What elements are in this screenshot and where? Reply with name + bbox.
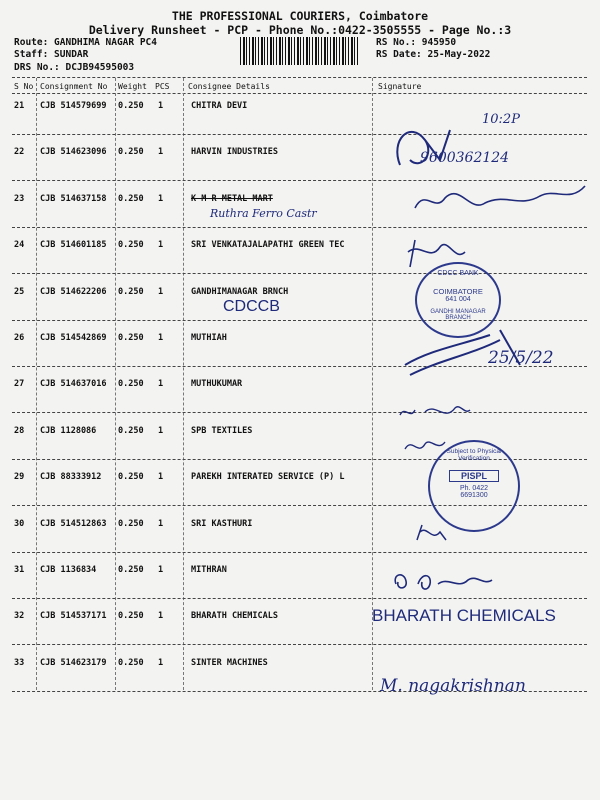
row-weight: 0.250 [118, 193, 144, 204]
row-sno: 26 [14, 333, 25, 343]
row-consignee: SRI VENKATAJALAPATHI GREEN TEC [191, 240, 345, 251]
row-divider [12, 412, 587, 413]
row-divider [12, 552, 587, 553]
row-consignment: CJB 514579699 [40, 101, 107, 111]
signature-scribble-27 [395, 400, 475, 425]
handwritten-note: Ruthra Ferro Castr [210, 207, 317, 220]
row-consignee: SPB TEXTILES [191, 425, 253, 436]
row-consignment: CJB 1136834 [40, 565, 97, 575]
row-sno: 29 [14, 472, 25, 483]
row-pcs: 1 [158, 611, 164, 622]
col-header-pcs: PCS [155, 82, 170, 91]
row-consignee: MITHRAN [191, 565, 227, 575]
row-consignee: CHITRA DEVI [191, 101, 248, 111]
row-pcs: 1 [158, 565, 164, 575]
handwritten-time: 10:2P [482, 112, 520, 127]
row-consignee: SINTER MACHINES [191, 657, 268, 668]
row-pcs: 1 [158, 425, 164, 436]
row-sno: 30 [14, 518, 25, 529]
drs-number: DRS No.: DCJB94595003 [14, 62, 135, 73]
signature-scribble-31 [388, 566, 498, 596]
row-weight: 0.250 [118, 286, 144, 297]
barcode [240, 37, 360, 65]
handwritten-bharath: BHARATH CHEMICALS [372, 606, 556, 625]
row-sno: 22 [14, 147, 25, 158]
row-sno: 21 [14, 101, 25, 111]
row-consignee: MUTHIAH [191, 333, 227, 343]
row-pcs: 1 [158, 379, 164, 390]
rs-number: RS No.: 945950 [376, 37, 457, 48]
row-consignee: HARVIN INDUSTRIES [191, 147, 278, 158]
row-weight: 0.250 [118, 611, 144, 622]
row-sno: 33 [14, 657, 25, 668]
row-weight: 0.250 [118, 472, 144, 483]
row-sno: 24 [14, 240, 25, 251]
row-pcs: 1 [158, 147, 164, 158]
row-consignment: CJB 514623179 [40, 657, 107, 668]
row-weight: 0.250 [118, 657, 144, 668]
row-consignee: MUTHUKUMAR [191, 379, 243, 390]
row-divider [12, 598, 587, 599]
pispl-stamp: Subject to Physical Verification PISPL Ph. 0422 6691300 [428, 440, 520, 532]
row-consignee: GANDHIMANAGAR BRNCH [191, 286, 289, 297]
header-rule-top [12, 77, 587, 78]
row-pcs: 1 [158, 240, 164, 251]
runsheet-subtitle: Delivery Runsheet - PCP - Phone No.:0422-3505555 - Page No.:3 [88, 23, 512, 37]
header-rule-bottom [12, 93, 587, 94]
col-header-consignment: Consignment No [40, 82, 108, 91]
row-pcs: 1 [158, 472, 164, 483]
handwritten-date: 25/5/22 [488, 348, 554, 368]
row-pcs: 1 [158, 657, 164, 668]
row-consignment: CJB 514637016 [40, 379, 107, 390]
row-consignment: CJB 88333912 [40, 472, 102, 483]
row-consignee: PAREKH INTERATED SERVICE (P) L [191, 472, 345, 483]
row-pcs: 1 [158, 193, 164, 204]
row-sno: 28 [14, 425, 25, 436]
row-weight: 0.250 [118, 333, 144, 343]
bank-stamp: CDCC BANK COIMBATORE 641 004 GANDHI MANAGAR BRANCH [415, 262, 501, 338]
row-pcs: 1 [158, 333, 164, 343]
signature-scribble-30 [412, 520, 452, 548]
row-divider [12, 227, 587, 228]
row-consignment: CJB 1128086 [40, 425, 97, 436]
handwritten-nagakrishnan: M. nagakrishnan [380, 676, 526, 696]
row-consignment: CJB 514537171 [40, 611, 107, 622]
company-title: THE PROFESSIONAL COURIERS, Coimbatore [171, 9, 429, 23]
row-pcs: 1 [158, 518, 164, 529]
signature-scribble-23 [410, 178, 590, 223]
col-header-consignee: Consignee Details [188, 82, 270, 91]
row-consignee: SRI KASTHURI [191, 518, 253, 529]
row-weight: 0.250 [118, 518, 144, 529]
row-consignment: CJB 514637158 [40, 193, 107, 204]
row-pcs: 1 [158, 101, 164, 111]
row-divider [12, 273, 587, 274]
col-header-signature: Signature [378, 82, 422, 91]
row-sno: 32 [14, 611, 25, 622]
col-header-sno: S No [14, 82, 34, 91]
handwritten-phone: 9600362124 [420, 150, 510, 166]
row-pcs: 1 [158, 286, 164, 297]
row-weight: 0.250 [118, 425, 144, 436]
staff-label: Staff: SUNDAR [14, 49, 89, 60]
row-sno: 27 [14, 379, 25, 390]
row-consignment: CJB 514622206 [40, 286, 107, 297]
route-label: Route: GANDHIMA NAGAR PC4 [14, 37, 157, 48]
rs-date: RS Date: 25-May-2022 [376, 49, 491, 60]
row-consignment: CJB 514601185 [40, 240, 107, 251]
row-weight: 0.250 [118, 101, 144, 111]
row-consignee: BHARATH CHEMICALS [191, 611, 278, 622]
row-consignee: K M R METAL MART [191, 193, 273, 204]
handwritten-cdccb: CDCCB [223, 298, 280, 315]
row-sno: 23 [14, 193, 25, 204]
row-consignment: CJB 514542869 [40, 333, 107, 343]
row-consignment: CJB 514512863 [40, 518, 107, 529]
row-consignment: CJB 514623096 [40, 147, 107, 158]
row-weight: 0.250 [118, 147, 144, 158]
row-sno: 25 [14, 286, 25, 297]
row-weight: 0.250 [118, 379, 144, 390]
col-header-weight: Weight [118, 82, 147, 91]
row-sno: 31 [14, 565, 25, 575]
row-weight: 0.250 [118, 240, 144, 251]
row-weight: 0.250 [118, 565, 144, 575]
row-divider [12, 644, 587, 645]
